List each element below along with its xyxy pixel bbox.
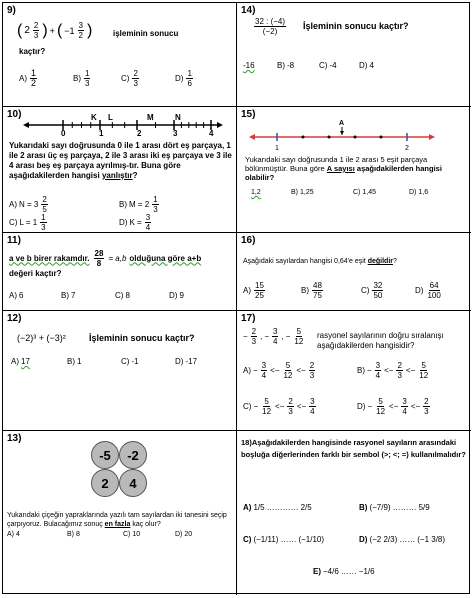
q16-option-a[interactable]: A) $\frac{15}{25}$ (243, 281, 264, 300)
q13-option-c[interactable]: C) 10 (123, 531, 141, 538)
q17-option-c[interactable]: C) − $\frac{5}{12}$ <− $\frac{2}{3}$ <− $\frac{3}{4}$ (243, 397, 315, 416)
question-12 (3, 311, 237, 431)
question-number: 12) (7, 313, 22, 324)
q14-option-d[interactable]: D) 4 (359, 61, 374, 70)
q10-option-a[interactable]: A) N = 3 $\frac{2}{5}$ (9, 195, 47, 214)
q10-tick-1: 1 (99, 129, 104, 137)
q15-option-a[interactable]: 1,2 (251, 189, 261, 196)
q15-tick-1: 1 (275, 145, 279, 152)
q11-text: a ve b birer rakamdır. $\frac{28}{8}$ = a,b olduğuna göre a+b (9, 249, 202, 268)
q10-letter-n: N (175, 113, 181, 122)
q10-tick-3: 3 (173, 129, 178, 137)
q10-option-d[interactable]: D) K = $\frac{3}{4}$ (119, 213, 151, 232)
question-9 (3, 3, 237, 107)
q13-text: Yukarıdaki çiçeğin yapraklarında yazılı tam sayılardan iki tanesini seçip çarpıyoruz. Bulacağımız sonuç en fazla kaç olur? (7, 512, 227, 528)
question-13 (3, 431, 237, 595)
q10-letter-k: K (91, 113, 97, 122)
q9-text: işleminin sonucu (113, 29, 179, 38)
clover-image (87, 437, 151, 503)
q17-option-b[interactable]: B) − $\frac{3}{4}$ <− $\frac{2}{3}$ <− $\frac{5}{12}$ (357, 361, 429, 380)
q10-tick-2: 2 (137, 129, 142, 137)
q10-letter-m: M (147, 113, 154, 122)
q18-text: 18)Aşağıdakilerden hangisinde rasyonel sayıların arasındaki boşluğa diğerlerinden farklı bir sembol (>; <; =) kullanılmalıdır? (241, 438, 466, 459)
q9-option-d[interactable]: D) $\frac{1}{6}$ (175, 69, 192, 88)
q9-option-a[interactable]: A) $\frac{1}{2}$ (19, 68, 37, 88)
q14-option-a[interactable]: -16 (243, 61, 255, 70)
q11-option-a[interactable]: A) 6 (9, 291, 24, 300)
q12-text: İşleminin sonucu kaçtır? (89, 333, 195, 343)
q16-option-d[interactable]: D) $\frac{64}{100}$ (415, 281, 441, 300)
q16-text: Aşağıdaki sayılardan hangisi 0,64'e eşit değildir? (243, 258, 397, 265)
question-15 (237, 107, 471, 233)
clover-leaf: 2 (91, 469, 119, 497)
q18-option-d[interactable]: D) (−2 2/3) …… (−1 3/8) (359, 535, 446, 544)
question-number: 15) (241, 109, 256, 120)
q16-option-c[interactable]: C) $\frac{32}{50}$ (361, 281, 383, 300)
question-number: 14) (241, 5, 256, 16)
question-16 (237, 233, 471, 311)
q18-option-a[interactable]: A) 1/5 ………… 2/5 (243, 503, 312, 512)
clover-leaf: -5 (91, 441, 119, 469)
q10-text: Yukarıdaki sayı doğrusunda 0 ile 1 arası dört eş parçaya, 1 ile 2 arası üç eş parçaya, 2 ile 3 arası iki eş parçaya ve 3 ile 4 arası beş eş parçaya ayrılmış-tır. Buna göre aşağıdakilerden hangisi yanlıştır? (9, 141, 232, 180)
q10-number-line (23, 113, 223, 137)
q14-option-b[interactable]: B) -8 (277, 61, 295, 70)
q13-option-a[interactable]: A) 4 (7, 531, 20, 538)
q9-option-c[interactable]: C) $\frac{2}{3}$ (121, 69, 138, 88)
q9-option-b[interactable]: B) $\frac{1}{3}$ (73, 69, 90, 88)
q15-tick-2: 2 (405, 145, 409, 152)
q11-option-c[interactable]: C) 8 (115, 291, 130, 300)
q11-text4: değeri kaçtır? (9, 269, 62, 278)
q9-expression: ( 2 $\frac{2}{3}$ ) + ( −1 $\frac{3}{2}$ ) (17, 21, 93, 40)
q10-letter-l: L (108, 113, 113, 122)
q15-option-b[interactable]: B) 1,25 (291, 189, 314, 196)
q12-option-d[interactable]: D) -17 (175, 357, 198, 366)
q11-option-b[interactable]: B) 7 (61, 291, 76, 300)
question-number: 13) (7, 433, 22, 444)
q14-fraction: $\frac{32 : (-4)}{(-2)}$ (255, 17, 286, 36)
question-14 (237, 3, 471, 107)
q12-option-a[interactable]: A) 17 (11, 357, 30, 366)
q18-option-e[interactable]: E) −4/6 …… −1/6 (313, 567, 375, 576)
q14-option-c[interactable]: C) -4 (319, 61, 337, 70)
q16-option-b[interactable]: B) $\frac{48}{75}$ (301, 281, 322, 300)
q17-option-d[interactable]: D) − $\frac{5}{12}$ <− $\frac{3}{4}$ <− $\frac{2}{3}$ (357, 397, 429, 416)
q11-option-d[interactable]: D) 9 (169, 291, 184, 300)
q10-tick-4: 4 (209, 129, 214, 137)
q12-option-c[interactable]: C) -1 (121, 357, 139, 366)
question-number: 17) (241, 313, 256, 324)
q15-point-a: A (339, 120, 345, 127)
q17-option-a[interactable]: A) − $\frac{3}{4}$ <− $\frac{5}{12}$ <− $\frac{2}{3}$ (243, 361, 315, 380)
question-10 (3, 107, 237, 233)
question-number: 16) (241, 235, 256, 246)
q13-option-d[interactable]: D) 20 (175, 531, 193, 538)
q14-text: İşleminin sonucu kaçtır? (303, 21, 409, 31)
q12-expression: (−2)³ + (−3)² (17, 333, 66, 343)
q10-option-b[interactable]: B) M = 2 $\frac{1}{3}$ (119, 195, 158, 214)
question-number: 9) (7, 5, 16, 16)
question-17 (237, 311, 471, 431)
q10-tick-0: 0 (61, 129, 66, 137)
question-11 (3, 233, 237, 311)
question-number: 11) (7, 235, 21, 246)
q17-numbers: − $\frac{2}{3}$ , − $\frac{3}{4}$ , − $\frac{5}{12}$ (243, 327, 304, 346)
q10-option-c[interactable]: C) L = 1 $\frac{1}{3}$ (9, 213, 46, 232)
q15-number-line (247, 117, 437, 153)
q18-option-c[interactable]: C) (−1/11) …… (−1/10) (243, 535, 325, 544)
q18-option-b[interactable]: B) (−7/9) ……… 5/9 (359, 503, 430, 512)
question-number: 10) (7, 109, 22, 120)
q15-text: Yukarıdaki sayı doğrusunda 1 ile 2 arası 5 eşit parçaya bölünmüştür. Buna göre A sayısı aşağıdakilerden hangisi olabilir? (245, 155, 442, 182)
q17-text: rasyonel sayılarının doğru sıralanışı aşağıdakilerden hangisidir? (317, 331, 444, 350)
q15-option-d[interactable]: D) 1,6 (409, 189, 429, 196)
q12-option-b[interactable]: B) 1 (67, 357, 82, 366)
question-18 (237, 431, 471, 595)
q13-option-b[interactable]: B) 8 (67, 531, 80, 538)
worksheet (2, 2, 470, 594)
q15-option-c[interactable]: C) 1,45 (353, 189, 377, 196)
clover-leaf: 4 (119, 469, 147, 497)
q9-text2: kaçtır? (19, 47, 46, 56)
clover-leaf: -2 (119, 441, 147, 469)
